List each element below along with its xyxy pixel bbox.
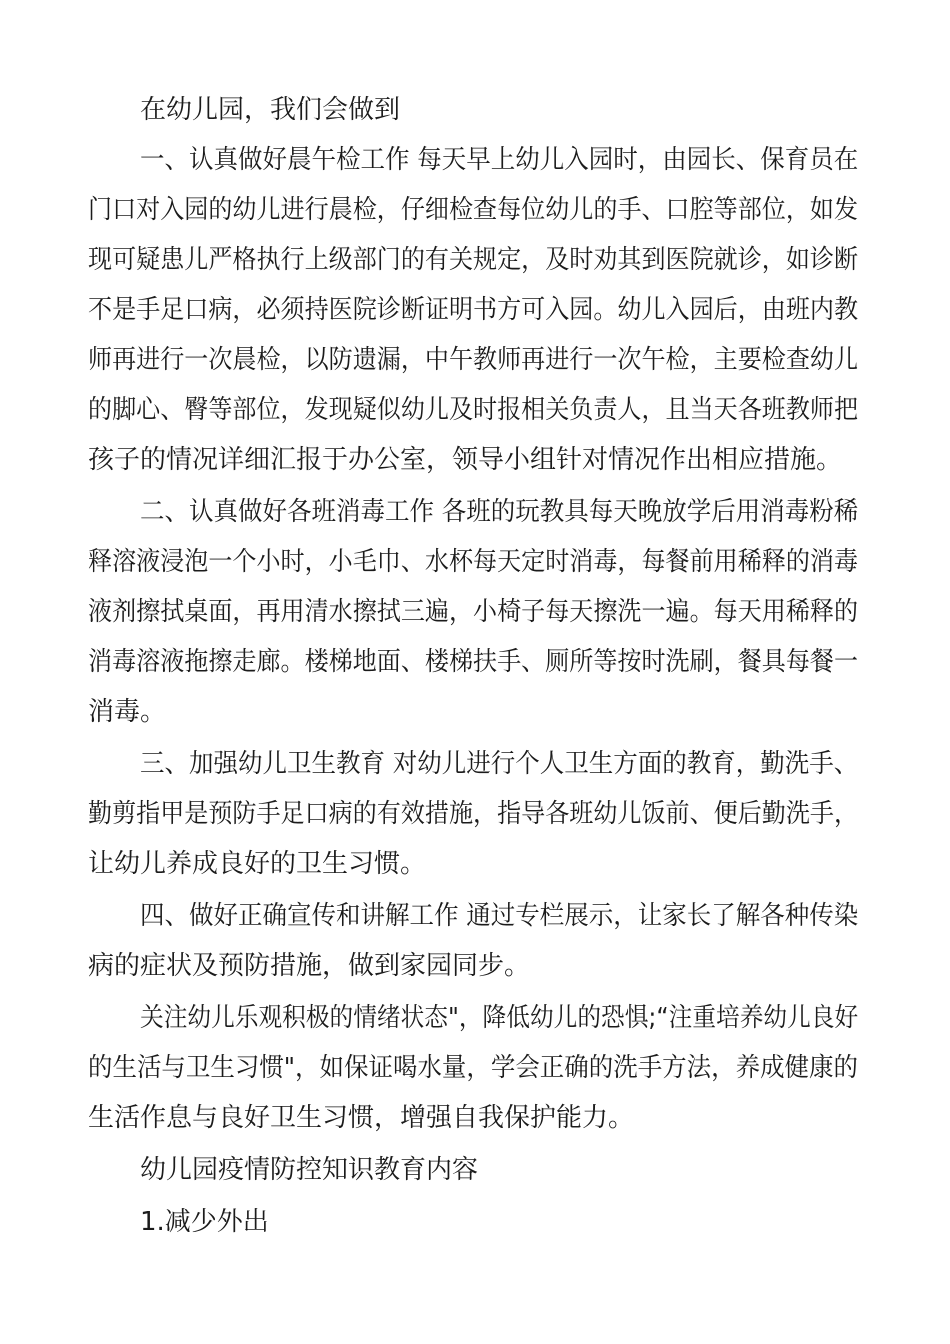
text-line: 孩子的情况详细汇报于办公室，领导小组针对情况作出相应措施。: [88, 445, 843, 475]
text-line: 三、加强幼儿卫生教育 对幼儿进行个人卫生方面的教育，勤洗手、: [140, 749, 859, 779]
text-line: 一、认真做好晨午检工作 每天早上幼儿入园时，由园长、保育员在: [140, 145, 859, 175]
text-line: 的生活与卫生习惯"，如保证喝水量，学会正确的洗手方法，养成健康的: [88, 1053, 858, 1083]
text-line: 在幼儿园，我们会做到: [140, 95, 401, 125]
text-line: 生活作息与良好卫生习惯，增强自我保护能力。: [88, 1103, 635, 1133]
text-line: 幼儿园疫情防控知识教育内容: [140, 1155, 479, 1185]
text-line: 释溶液浸泡一个小时，小毛巾、水杯每天定时消毒，每餐前用稀释的消毒: [88, 547, 859, 577]
text-line: 现可疑患儿严格执行上级部门的有关规定，及时劝其到医院就诊，如诊断: [88, 245, 859, 275]
text-line: 病的症状及预防措施，做到家园同步。: [88, 951, 531, 981]
text-line: 的脚心、臀等部位，发现疑似幼儿及时报相关负责人，且当天各班教师把: [88, 395, 859, 425]
text-line: 让幼儿养成良好的卫生习惯。: [88, 849, 427, 879]
text-line: 消毒。: [88, 697, 167, 727]
text-line: 不是手足口病，必须持医院诊断证明书方可入园。幼儿入园后，由班内教: [88, 295, 859, 325]
text-line: 液剂擦拭桌面，再用清水擦拭三遍，小椅子每天擦洗一遍。每天用稀释的: [88, 597, 859, 627]
text-line: 师再进行一次晨检，以防遗漏，中午教师再进行一次午检，主要检查幼儿: [88, 345, 859, 375]
text-line: 关注幼儿乐观积极的情绪状态"，降低幼儿的恐惧;“注重培养幼儿良好: [140, 1003, 859, 1033]
text-line: 四、做好正确宣传和讲解工作 通过专栏展示，让家长了解各种传染: [140, 901, 859, 931]
text-line: 消毒溶液拖擦走廊。楼梯地面、楼梯扶手、厕所等按时洗刷，餐具每餐一: [88, 647, 859, 677]
text-line: 1.减少外出: [140, 1207, 269, 1237]
text-line: 勤剪指甲是预防手足口病的有效措施，指导各班幼儿饭前、便后勤洗手，: [88, 799, 859, 829]
text-line: 二、认真做好各班消毒工作 各班的玩教具每天晚放学后用消毒粉稀: [140, 497, 859, 527]
text-line: 门口对入园的幼儿进行晨检，仔细检查每位幼儿的手、口腔等部位，如发: [88, 195, 859, 225]
